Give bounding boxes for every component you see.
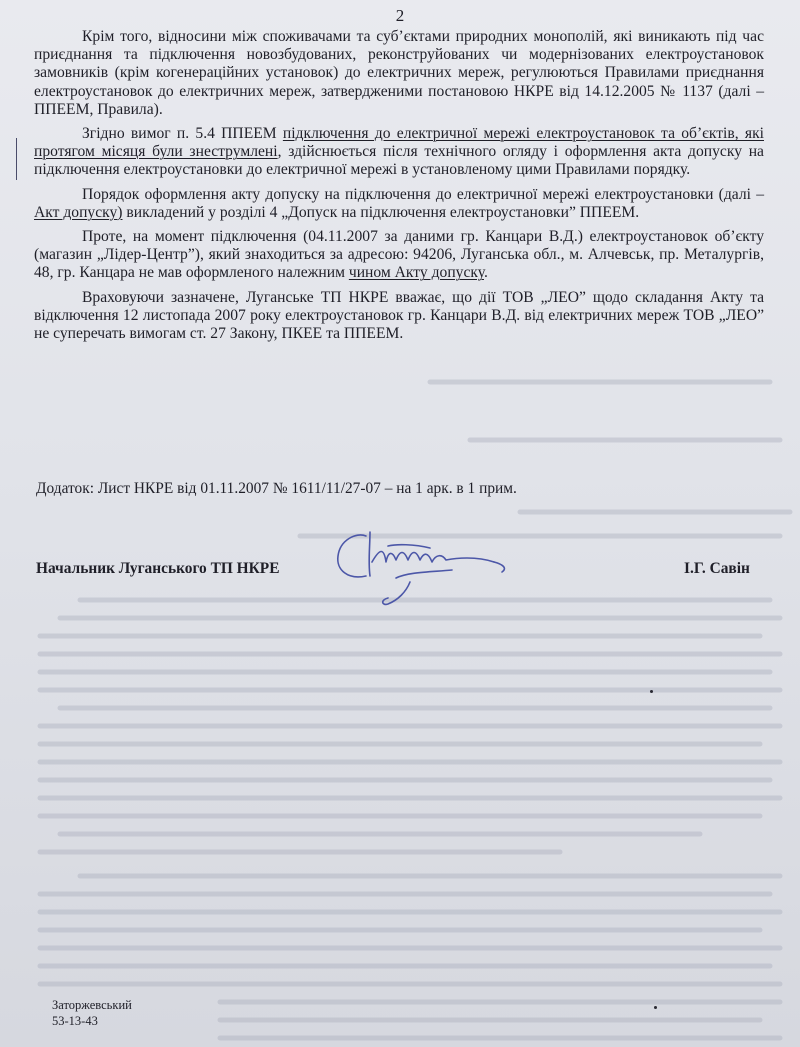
ink-speck: [654, 1006, 657, 1009]
paragraph-3-tail: викладений у розділі 4 „Допуск на підключення електроустановки” ППЕЕМ.: [122, 203, 640, 221]
ink-speck: [650, 690, 653, 693]
paragraph-4: [34, 228, 764, 283]
paragraph-3-underlined: Акт допуску): [34, 203, 123, 221]
executor-block: [52, 997, 132, 1029]
executor-phone: 53-13-43: [52, 1014, 98, 1028]
paragraph-2: [34, 125, 764, 180]
paragraph-2-tail: , здійснюється після технічного огляду і оформлення акта допуску на підключення електроустановки до електричної мережі в установленому цими Правилами порядку.: [34, 143, 764, 179]
paragraph-5: Враховуючи зазначене, Луганське ТП НКРЕ вважає, що дії ТОВ „ЛЕО” щодо складання Акту та відключення 12 листопада 2007 року електроустановок гр. Канцари В.Д. від електричних мереж ТОВ „ЛЕО” не суперечать вимогам ст. 27 Закону, ПКЕЕ та ППЕЕМ.: [34, 288, 764, 343]
paragraph-4-tail: .: [483, 264, 488, 282]
paragraph-2-underlined: підключення до електричної мережі електроустановок та об’єктів, які протягом місяця були знеструмлені: [34, 125, 764, 161]
appendix-line: Додаток: Лист НКРЕ від 01.11.2007 № 1611/11/27-07 – на 1 арк. в 1 прим.: [36, 480, 517, 497]
paragraph-3: [34, 186, 764, 222]
paragraph-4-underlined: чином Акту допуску: [348, 264, 484, 282]
page-number: 2: [395, 6, 405, 25]
paragraph-2-lead: Згідно вимог п. 5.4 ППЕЕМ: [82, 125, 283, 143]
paragraph-4-lead: Проте, на момент підключення (04.11.2007 за даними гр. Канцари В.Д.) електроустановок об’єкту (магазин „Лідер-Центр”), який знаходиться за адресою: 94206, Луганська обл., м. Алчевськ, пр. Металургів, 48, гр. Канцара не мав оформленого належним: [34, 228, 764, 282]
paragraph-3-lead: Порядок оформлення акту допуску на підключення до електричної мережі електроустановки (далі –: [82, 185, 764, 203]
paragraph-1: Крім того, відносини між споживачами та суб’єктами природних монополій, які виникають під час приєднання та підключення новозбудованих, реконструйованих чи модернізованих електроустановок замовників (крім когенераційних установок) до електричних мереж, регулюються Правилами приєднання електроустановок до електричних мереж, затвердженими постановою НКРЕ від 14.12.2005 № 1137 (далі – ППЕЕМ, Правила).: [34, 28, 764, 118]
margin-pen-mark: [16, 138, 29, 180]
handwritten-signature: [326, 522, 516, 610]
signatory-title: Начальник Луганського ТП НКРЕ: [36, 560, 280, 577]
executor-name: Заторжевський: [52, 998, 132, 1012]
signatory-name: І.Г. Савін: [684, 560, 750, 577]
letter-body: [34, 28, 764, 349]
